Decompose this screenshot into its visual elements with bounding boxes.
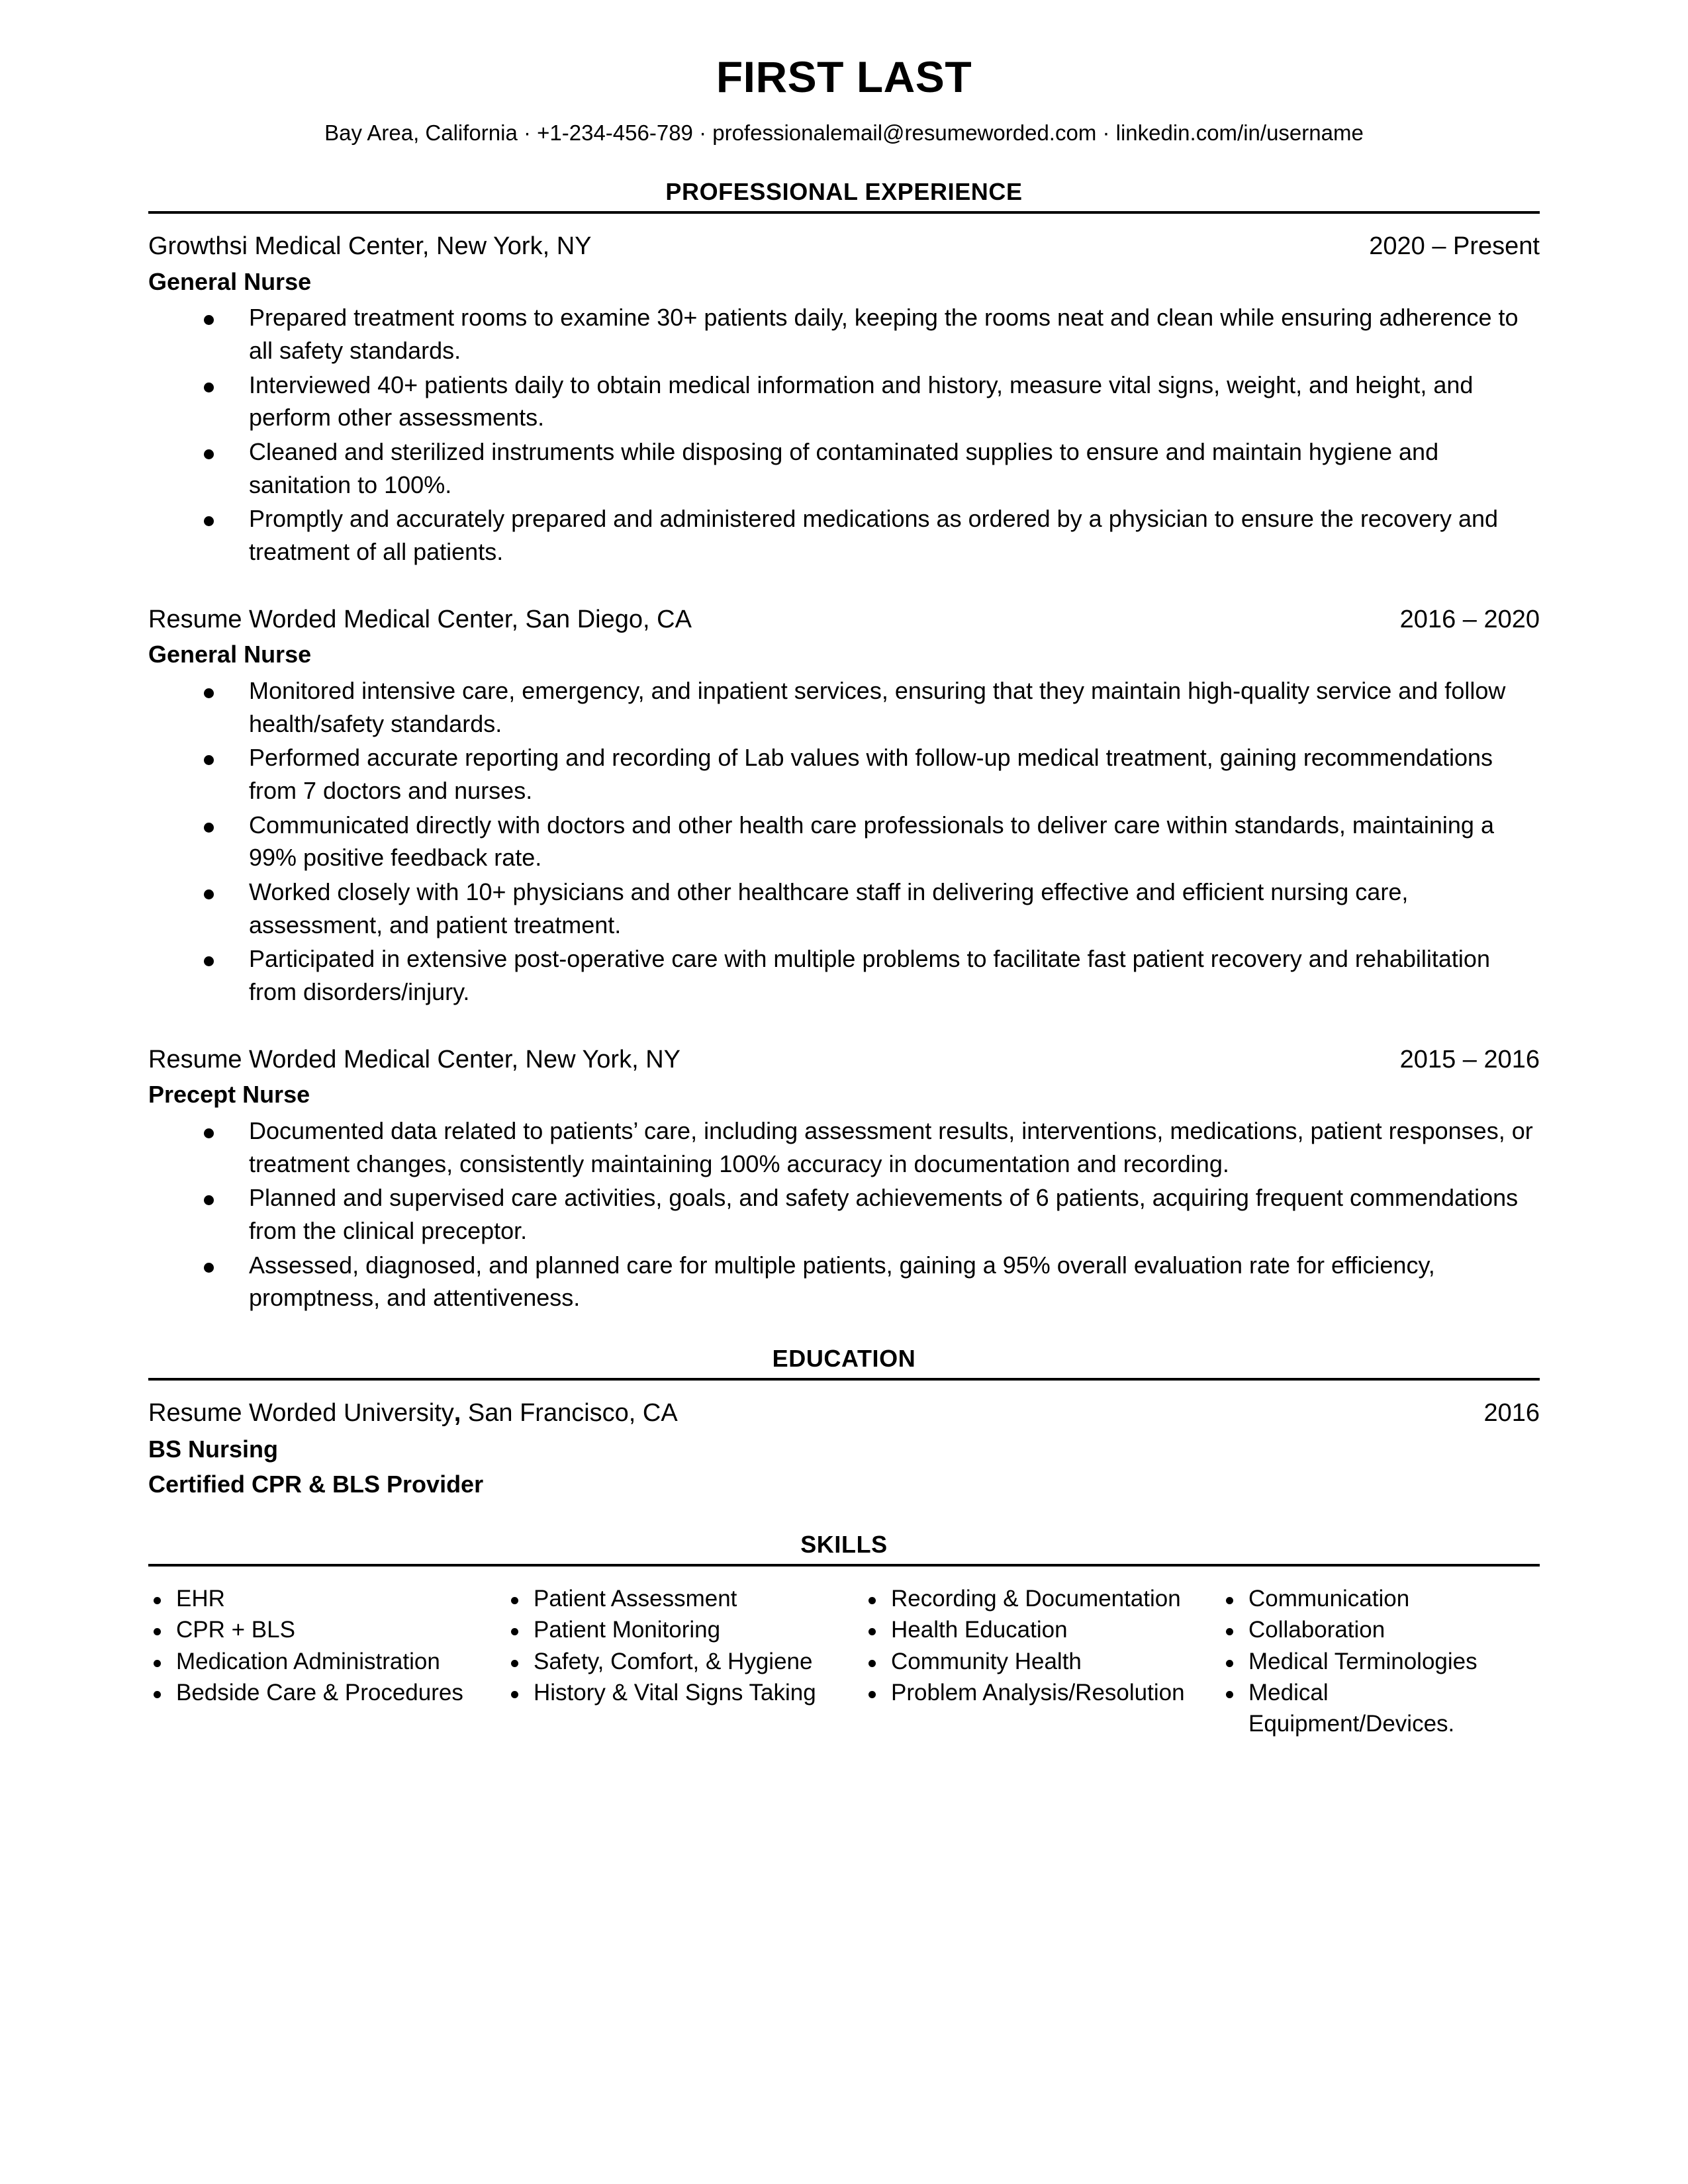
responsibility-item: Interviewed 40+ patients daily to obtain medical information and history, measure vital signs, weight, and height, and perform other assessments. [148,369,1540,434]
graduation-year: 2016 [1483,1399,1540,1428]
employment-dates: 2015 – 2016 [1399,1045,1540,1073]
school-name: Resume Worded University [148,1399,454,1428]
skill-item: Problem Analysis/Resolution [863,1678,1221,1709]
responsibility-item: Performed accurate reporting and recording of Lab values with follow-up medical treatment, gaining recommendations from 7 doctors and nurses. [148,741,1540,807]
skill-item: Medical Terminologies [1221,1647,1540,1678]
responsibility-list [148,301,1540,568]
section-divider-skills [148,1564,1540,1567]
section-divider-education [148,1378,1540,1381]
candidate-name: FIRST LAST [716,52,972,101]
skill-item: Community Health [863,1647,1221,1678]
skill-item: CPR + BLS [148,1615,506,1646]
employer-name: Resume Worded Medical Center, San Diego, CA [148,605,692,633]
responsibility-item: Planned and supervised care activities, goals, and safety achievements of 6 patients, acquiring frequent commendations from the clinical preceptor. [148,1181,1540,1247]
responsibility-item: Promptly and accurately prepared and administered medications as ordered by a physician to ensure the recovery and treatment of all patients. [148,502,1540,568]
skill-item: Patient Monitoring [506,1615,863,1646]
responsibility-item: Prepared treatment rooms to examine 30+ patients daily, keeping the rooms neat and clean while ensuring adherence to all safety standards. [148,301,1540,367]
skill-item: Bedside Care & Procedures [148,1678,506,1709]
responsibility-item: Participated in extensive post-operative care with multiple problems to facilitate fast patient recovery and rehabilitation from disorders/injury. [148,942,1540,1008]
degree-name: BS Nursing [148,1435,279,1463]
skill-item: Collaboration [1221,1615,1540,1646]
skill-item: EHR [148,1584,506,1615]
skill-item: Health Education [863,1615,1221,1646]
experience-entry-header [148,604,1540,636]
experience-entry [148,604,1540,1009]
skills-column-2 [506,1584,863,1741]
school-line [148,1398,678,1430]
skills-column-1 [148,1584,506,1741]
employment-dates: 2016 – 2020 [1399,605,1540,633]
employment-dates: 2020 – Present [1369,232,1540,261]
school-comma: , [453,1399,461,1428]
contact-line: Bay Area, California · +1-234-456-789 · professionalemail@resumeworded.com · linkedin.com/in/username [324,120,1364,145]
experience-entry [148,1044,1540,1314]
job-title: General Nurse [148,267,312,295]
section-heading-experience: PROFESSIONAL EXPERIENCE [665,178,1023,206]
section-heading-education: EDUCATION [772,1345,916,1373]
skill-item: Medical Equipment/Devices. [1221,1678,1540,1739]
experience-list [148,231,1540,1314]
resume-content [148,0,1540,1740]
skill-item: Safety, Comfort, & Hygiene [506,1647,863,1678]
responsibility-item: Assessed, diagnosed, and planned care for multiple patients, gaining a 95% overall evaluation rate for efficiency, promptness, and attentiveness. [148,1249,1540,1314]
education-entry [148,1398,1540,1500]
experience-entry-header [148,231,1540,263]
responsibility-item: Documented data related to patients’ care, including assessment results, interventions, medications, patient responses, or treatment changes, consistently maintaining 100% accuracy in documentation and recording. [148,1115,1540,1180]
job-title: General Nurse [148,641,312,668]
section-heading-skills: SKILLS [800,1530,888,1558]
responsibility-item: Worked closely with 10+ physicians and other healthcare staff in delivering effective and efficient nursing care, assessment, and patient treatment. [148,876,1540,941]
skill-item: Medication Administration [148,1647,506,1678]
skills-grid [148,1584,1540,1741]
education-entry-header [148,1398,1540,1430]
experience-entry-header [148,1044,1540,1076]
certification-name: Certified CPR & BLS Provider [148,1471,484,1498]
responsibility-list [148,674,1540,1009]
job-title: Precept Nurse [148,1081,310,1109]
employer-name: Resume Worded Medical Center, New York, NY [148,1045,680,1073]
skill-item: Communication [1221,1584,1540,1615]
experience-entry [148,231,1540,569]
responsibility-list [148,1115,1540,1314]
section-divider-experience [148,211,1540,214]
school-location: San Francisco, CA [461,1399,678,1428]
skill-item: Recording & Documentation [863,1584,1221,1615]
skill-item: History & Vital Signs Taking [506,1678,863,1709]
responsibility-item: Monitored intensive care, emergency, and inpatient services, ensuring that they maintain high-quality service and follow health/safety standards. [148,674,1540,740]
responsibility-item: Communicated directly with doctors and other health care professionals to deliver care within standards, maintaining a 99% positive feedback rate. [148,809,1540,874]
skills-column-3 [863,1584,1221,1741]
skill-item: Patient Assessment [506,1584,863,1615]
employer-name: Growthsi Medical Center, New York, NY [148,232,592,261]
skills-column-4 [1221,1584,1540,1741]
responsibility-item: Cleaned and sterilized instruments while disposing of contaminated supplies to ensure and maintain hygiene and sanitation to 100%. [148,435,1540,501]
